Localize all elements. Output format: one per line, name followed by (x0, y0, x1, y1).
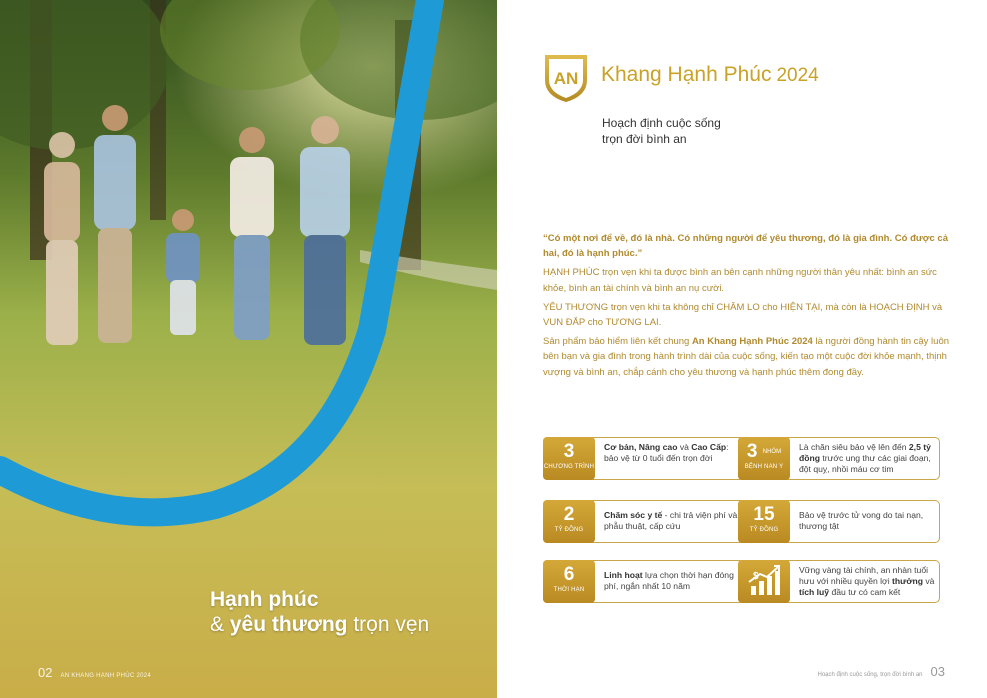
left-page-title (210, 587, 429, 637)
badge-number: 15 (753, 504, 775, 525)
intro-para3-pre: Sản phẩm bảo hiểm liên kết chung (543, 336, 692, 348)
desc-bold: Chăm sóc y tế (604, 510, 663, 520)
badge-label: CHƯƠNG TRÌNH (543, 464, 595, 470)
badge-number: 2 (563, 504, 575, 525)
growth-chart-icon (738, 560, 790, 603)
left-footer-text: AN KHANG HẠNH PHÚC 2024 (60, 673, 152, 679)
desc-text: trước ung thư các giai đoạn, đột quỵ, nhồi máu cơ tim (799, 453, 931, 474)
badge-label: THỜI HẠN (553, 587, 585, 593)
feature-card-critical-illness (738, 437, 940, 480)
logo-text: AN (553, 69, 579, 88)
feature-badge (738, 500, 790, 543)
right-page-number: 03 (930, 664, 945, 679)
shield-logo-icon (542, 52, 590, 104)
desc-bold: 2,5 tỷ đồng (799, 442, 931, 463)
feature-card-medical-care (543, 500, 745, 543)
right-footer-text: Hoạch định cuộc sống, trọn đời bình an (817, 672, 923, 678)
feature-badge (543, 500, 595, 543)
right-footer (818, 664, 945, 679)
intro-para3-post: là người đồng hành tin cậy luôn bên bạn và gia đình trong hành trình dài của cuộc sống, kiến tạo một cuộc đời khỏe mạnh, thịnh vượng và bình an, chắp cánh cho yêu thương và hạnh phúc thêm đong đầy. (543, 336, 950, 378)
desc-bold: Cơ bản, Nâng cao (604, 442, 678, 452)
badge-number-line (738, 437, 790, 463)
feature-badge (738, 560, 790, 603)
badge-number: 6 (563, 564, 575, 585)
left-title-rest: trọn vẹn (347, 613, 430, 636)
feature-badge (738, 437, 790, 480)
feature-card-term (543, 560, 745, 603)
desc-bold: Linh hoạt (604, 570, 643, 580)
product-name-text: Khang Hạnh Phúc (601, 63, 772, 86)
feature-description (799, 442, 939, 475)
feature-card-programs (543, 437, 745, 480)
desc-text: và (922, 576, 935, 586)
desc-bold: Cao Cấp (691, 442, 727, 452)
desc-text: : bảo vệ từ 0 tuổi đến trọn đời (604, 442, 729, 463)
badge-tiny-label: NHÓM (762, 449, 782, 455)
feature-badge (543, 437, 595, 480)
feature-description (799, 565, 939, 598)
tagline-line1: Hoạch định cuộc sống (602, 116, 721, 130)
left-footer (38, 665, 151, 680)
intro-para3 (543, 334, 955, 380)
intro-para2: YÊU THƯƠNG trọn vẹn khi ta không chỉ CHĂM LO cho HIỆN TẠI, mà còn là HOẠCH ĐỊNH và VUN ĐẮP cho TƯƠNG LAI. (543, 301, 943, 329)
intro-quote: “Có một nơi để về, đó là nhà. Có những người để yêu thương, đó là gia đình. Có được cả hai, đó là hạnh phúc.” (543, 233, 948, 260)
left-title-line1: Hạnh phúc (210, 588, 319, 611)
desc-text: Là chăn siêu bảo vệ lên đến (799, 442, 909, 452)
left-title-line2 (210, 613, 429, 636)
feature-description (604, 510, 744, 532)
svg-text:$: $ (753, 571, 759, 582)
product-year: 2024 (776, 65, 819, 86)
desc-text: lựa chọn thời hạn đóng phí, ngắn nhất 10 năm (604, 570, 734, 591)
badge-label: BỆNH NAN Y (744, 464, 784, 471)
badge-label: TỶ ĐỒNG (749, 527, 779, 533)
left-title-amp: & (210, 613, 230, 636)
desc-text: và (677, 442, 692, 452)
right-page (497, 0, 987, 698)
badge-label: TỶ ĐỒNG (554, 527, 584, 533)
intro-text (543, 231, 955, 384)
desc-text: đầu tư có cam kết (829, 587, 901, 597)
left-page-number: 02 (38, 665, 53, 680)
desc-bold: tích luỹ (799, 587, 830, 597)
product-name (601, 63, 819, 87)
tagline-line2: trọn đời bình an (602, 132, 687, 146)
left-title-bold: yêu thương (229, 613, 348, 636)
feature-description (604, 442, 744, 464)
feature-description (604, 570, 744, 592)
intro-para3-bold: An Khang Hạnh Phúc 2024 (691, 336, 813, 348)
intro-para1: HẠNH PHÚC trọn vẹn khi ta được bình an bên cạnh những người thân yêu nhất: bình an sức khỏe, bình an tài chính và bình an nụ cười. (543, 267, 937, 294)
feature-badge (543, 560, 595, 603)
desc-text: - chi trả viện phí và phẫu thuật, cấp cứu (604, 510, 738, 531)
badge-number: 3 (563, 441, 575, 462)
feature-card-accident (738, 500, 940, 543)
badge-number: 3 (746, 441, 758, 463)
desc-text: Vững vàng tài chính, an nhàn tuổi hưu với nhiều quyền lợi (799, 565, 929, 586)
tagline (602, 115, 721, 147)
desc-bold: thưởng (892, 576, 923, 586)
feature-description: Bảo vệ trước tử vong do tai nạn, thương tật (799, 510, 924, 531)
feature-card-investment (738, 560, 940, 603)
